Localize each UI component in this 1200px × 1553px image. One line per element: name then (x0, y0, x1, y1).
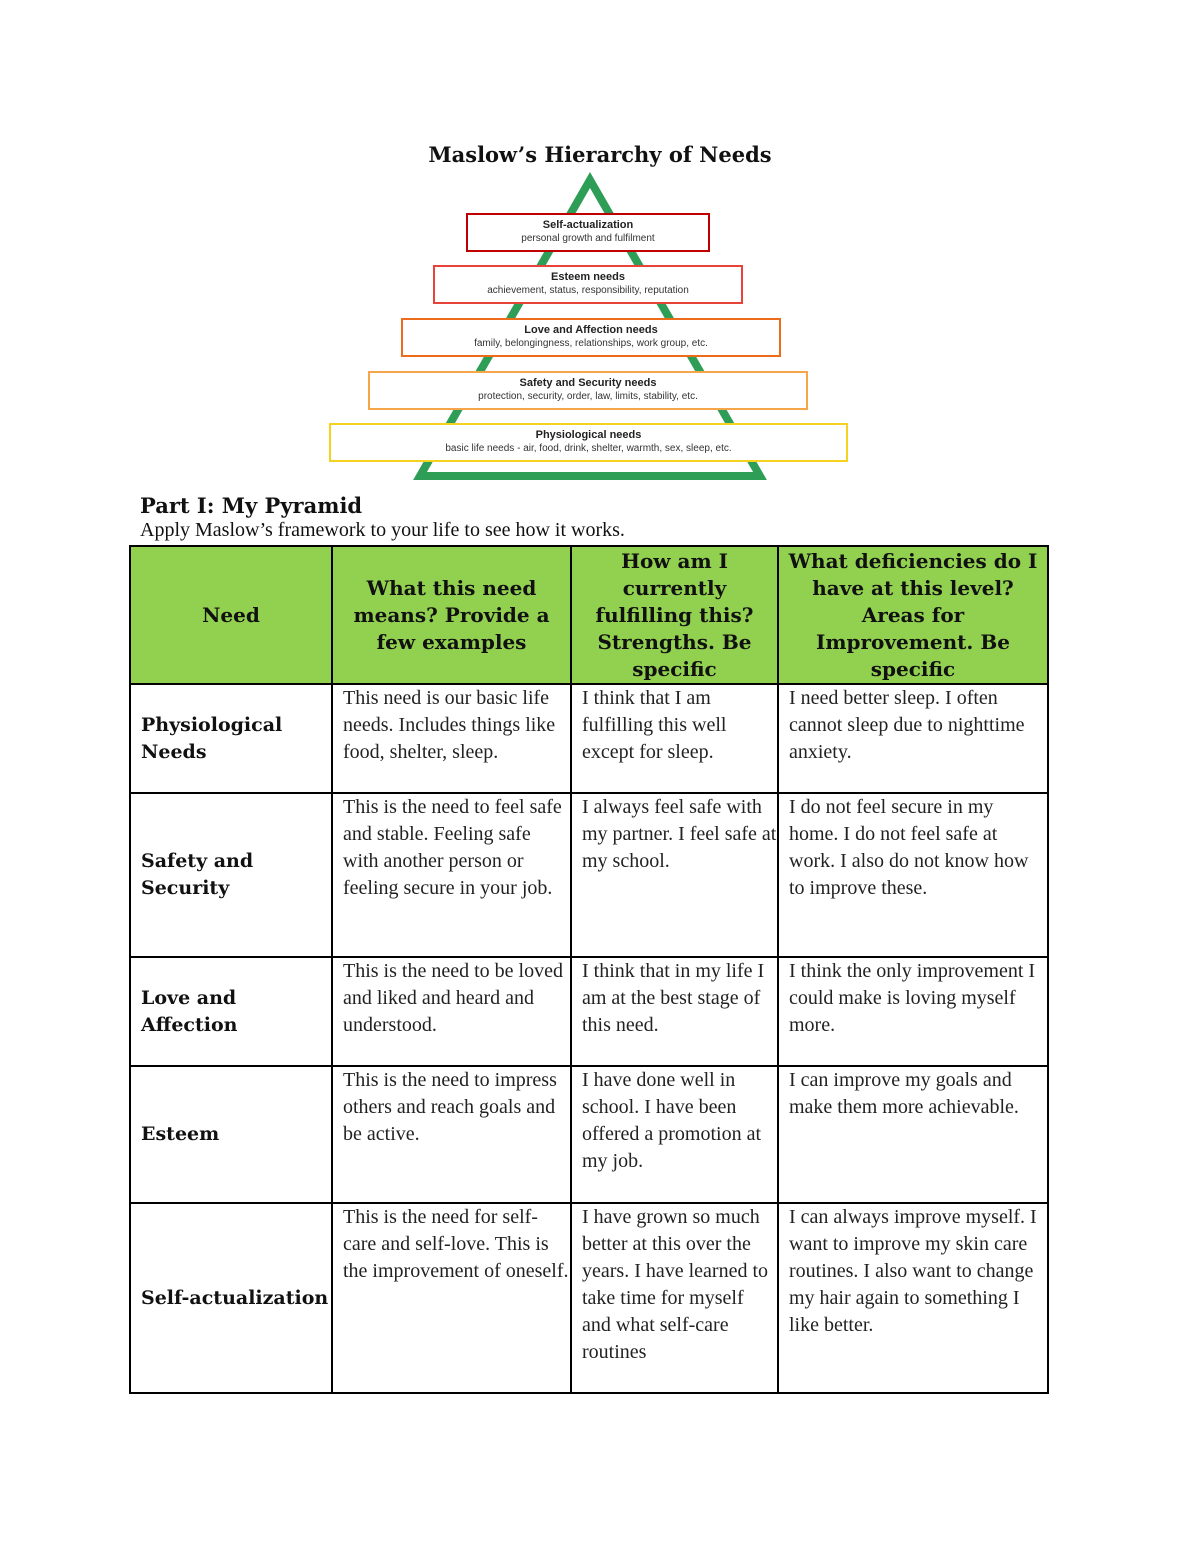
fulfilling-cell: I have grown so much better at this over the years. I have learned to take time for myself and what self-care routines (571, 1203, 778, 1393)
pyramid-level-esteem (433, 265, 743, 304)
means-cell: This is the need to impress others and reach goals and be active. (332, 1066, 571, 1203)
header-need: Need (130, 546, 332, 684)
deficiencies-cell: I think the only improvement I could make is loving myself more. (778, 957, 1048, 1066)
part-subtitle: Apply Maslow’s framework to your life to see how it works. (140, 519, 625, 541)
level-description: family, belongingness, relationships, work group, etc. (474, 338, 708, 349)
header-means: What this need means? Provide a few examples (332, 546, 571, 684)
means-cell: This need is our basic life needs. Includes things like food, shelter, sleep. (332, 684, 571, 793)
table-row (130, 684, 1048, 793)
deficiencies-cell: I can always improve myself. I want to improve my skin care routines. I also want to change my hair again to something I like better. (778, 1203, 1048, 1393)
deficiencies-cell: I do not feel secure in my home. I do not feel safe at work. I also do not know how to improve these. (778, 793, 1048, 957)
means-cell: This is the need to be loved and liked and heard and understood. (332, 957, 571, 1066)
means-cell: This is the need for self-care and self-love. This is the improvement of oneself. (332, 1203, 571, 1393)
fulfilling-cell: I think that I am fulfilling this well except for sleep. (571, 684, 778, 793)
table-row (130, 793, 1048, 957)
header-fulfilling: How am I currently fulfilling this? Strengths. Be specific (571, 546, 778, 684)
table-header-row (130, 546, 1048, 684)
need-cell: Esteem (130, 1066, 332, 1203)
need-cell: Safety and Security (130, 793, 332, 957)
level-description: basic life needs - air, food, drink, shelter, warmth, sex, sleep, etc. (445, 443, 732, 454)
deficiencies-cell: I can improve my goals and make them more achievable. (778, 1066, 1048, 1203)
means-cell: This is the need to feel safe and stable. Feeling safe with another person or feeling secure in your job. (332, 793, 571, 957)
level-name: Physiological needs (535, 429, 642, 441)
table-row (130, 957, 1048, 1066)
pyramid-level-safety (368, 371, 808, 410)
deficiencies-cell: I need better sleep. I often cannot sleep due to nighttime anxiety. (778, 684, 1048, 793)
level-description: achievement, status, responsibility, reputation (487, 285, 689, 296)
need-cell: Physiological Needs (130, 684, 332, 793)
level-name: Love and Affection needs (524, 324, 658, 336)
part-title: Part I: My Pyramid (140, 493, 363, 518)
level-description: personal growth and fulfilment (521, 233, 655, 244)
table-row (130, 1203, 1048, 1393)
needs-table (129, 545, 1049, 1394)
need-cell: Self-actualization (130, 1203, 332, 1393)
level-name: Esteem needs (551, 271, 625, 283)
level-description: protection, security, order, law, limits, stability, etc. (478, 391, 698, 402)
level-name: Self-actualization (542, 219, 634, 231)
fulfilling-cell: I have done well in school. I have been offered a promotion at my job. (571, 1066, 778, 1203)
need-cell: Love and Affection (130, 957, 332, 1066)
fulfilling-cell: I think that in my life I am at the best stage of this need. (571, 957, 778, 1066)
table-row (130, 1066, 1048, 1203)
document-title: Maslow’s Hierarchy of Needs (428, 142, 772, 167)
level-name: Safety and Security needs (519, 377, 657, 389)
pyramid-level-physiological (329, 423, 848, 462)
header-deficiencies: What deficiencies do I have at this level? Areas for Improvement. Be specific (778, 546, 1048, 684)
pyramid-level-love (401, 318, 781, 357)
fulfilling-cell: I always feel safe with my partner. I feel safe at my school. (571, 793, 778, 957)
pyramid-level-self-actualization (466, 213, 710, 252)
